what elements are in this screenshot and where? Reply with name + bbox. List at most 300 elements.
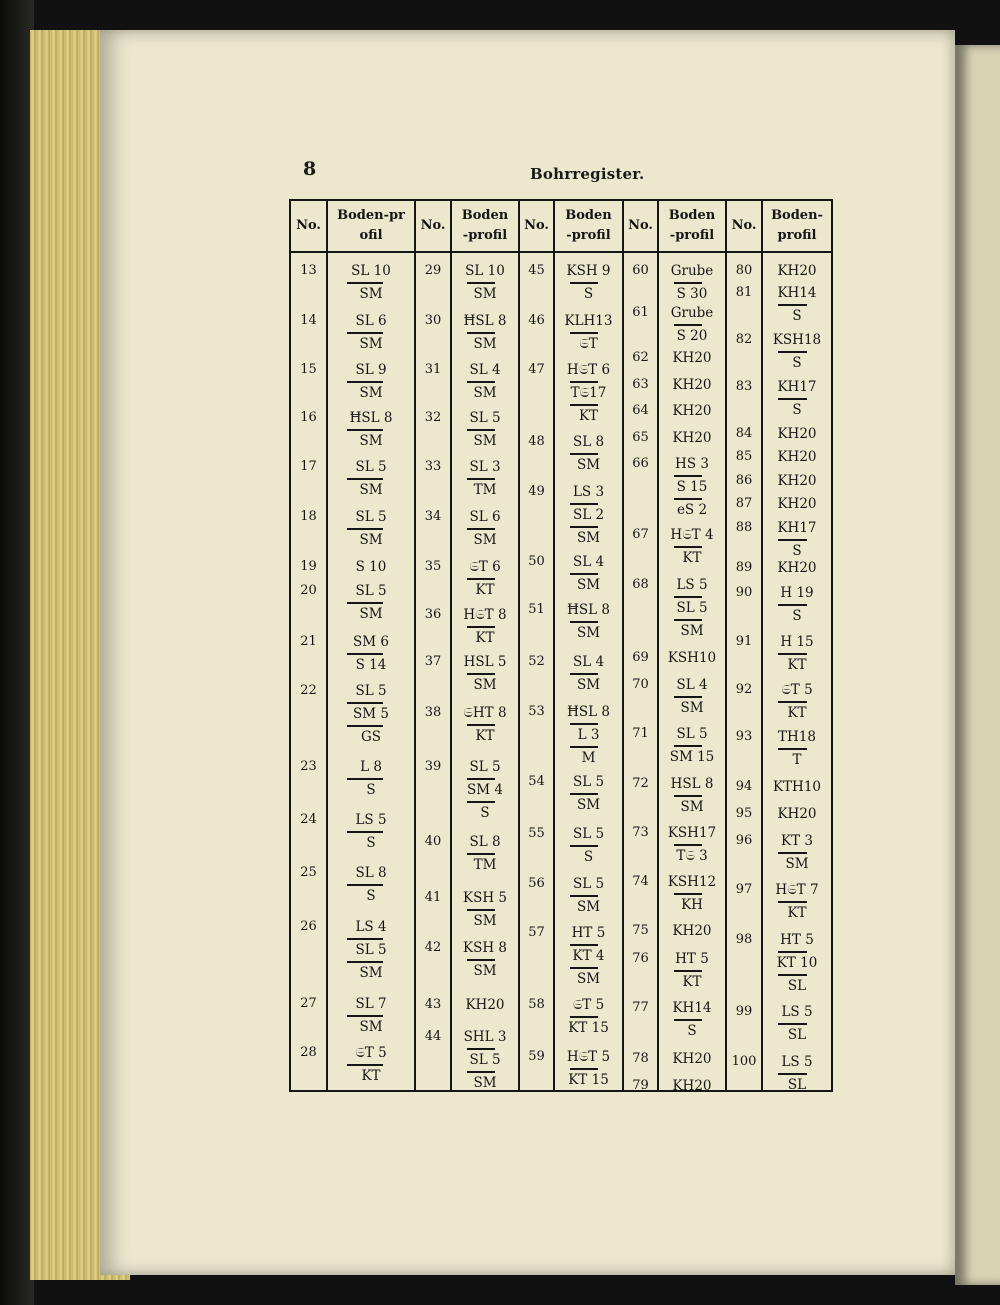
row-number: 71 [632, 726, 649, 741]
profile-layer: TM [473, 482, 497, 498]
profile-layer: SM [576, 530, 601, 546]
profile-layer: SL 9 [355, 362, 387, 378]
layer-rule [467, 1071, 495, 1073]
row-number: 40 [424, 834, 442, 849]
layer-rule [347, 282, 383, 284]
layer-rule [467, 528, 495, 530]
row-number: 81 [735, 285, 753, 300]
row-number: 91 [735, 634, 753, 649]
row-number: 25 [300, 865, 317, 880]
header-no: No. [524, 218, 549, 233]
row-number: 63 [632, 377, 649, 392]
layer-rule [674, 546, 702, 548]
layer-rule [467, 959, 495, 961]
row-number: 53 [528, 704, 545, 719]
row-number: 50 [528, 554, 545, 569]
profile-layer: KT [787, 905, 807, 921]
layer-rule [778, 304, 807, 306]
layer-rule [467, 1048, 495, 1050]
column-rule [553, 201, 555, 1090]
layer-rule [674, 970, 702, 972]
header-bodenprofil: Boden-profil [337, 208, 405, 243]
profile-layer: KH20 [777, 263, 817, 279]
profile-layer: H𝔖T 5 [566, 1049, 611, 1065]
profile-layer: SM [576, 625, 601, 641]
profile-layer: S [366, 888, 376, 904]
layer-rule [778, 901, 807, 903]
profile-layer: SM [359, 965, 383, 981]
layer-rule [570, 503, 598, 505]
row-number: 15 [300, 362, 317, 377]
row-number: 87 [735, 496, 753, 511]
layer-rule [467, 332, 495, 334]
profile-layer: S [792, 608, 802, 624]
row-number: 28 [300, 1045, 317, 1060]
column-rule [657, 201, 659, 1090]
row-number: 64 [632, 403, 649, 418]
profile-layer: KLH13 [564, 313, 613, 329]
profile-layer: SL 5 [572, 826, 605, 842]
layer-rule [778, 1073, 807, 1075]
row-number: 88 [735, 520, 753, 535]
profile-layer: SL [787, 1027, 807, 1043]
profile-layer: HT 5 [675, 951, 709, 967]
layer-rule [467, 909, 495, 911]
row-number: 60 [632, 263, 649, 278]
layer-rule [778, 852, 807, 854]
profile-layer: SM [576, 797, 601, 813]
layer-rule [778, 748, 807, 750]
layer-rule [570, 793, 598, 795]
layer-rule [778, 653, 807, 655]
profile-layer: SL 4 [469, 362, 501, 378]
layer-rule [674, 475, 702, 477]
layer-rule [347, 831, 383, 833]
profile-layer: KH20 [672, 1078, 712, 1094]
profile-layer: KT [682, 974, 702, 990]
layer-rule [674, 596, 702, 598]
layer-rule [347, 778, 383, 780]
profile-layer: T𝔖17 [570, 385, 607, 401]
profile-layer: KH20 [777, 496, 817, 512]
layer-rule [778, 539, 807, 541]
profile-layer: SL 5 [355, 583, 387, 599]
row-number: 92 [735, 682, 753, 697]
row-number: 29 [424, 263, 442, 278]
layer-rule [467, 429, 495, 431]
row-number: 46 [528, 313, 545, 328]
profile-layer: KT [787, 705, 807, 721]
layer-rule [570, 621, 598, 623]
header-bodenprofil: Boden-profil [461, 208, 509, 243]
profile-layer: SM [359, 286, 383, 302]
profile-layer: KH20 [777, 473, 817, 489]
profile-layer: SM [576, 677, 601, 693]
row-number: 19 [300, 559, 317, 574]
profile-layer: H𝔖T 8 [463, 607, 507, 623]
layer-rule [347, 429, 383, 431]
row-number: 55 [528, 826, 545, 841]
row-number: 99 [735, 1004, 753, 1019]
profile-layer: SL 10 [465, 263, 505, 279]
profile-layer: S [792, 402, 802, 418]
layer-rule [467, 724, 495, 726]
row-number: 18 [300, 509, 317, 524]
profile-layer: KSH 5 [463, 890, 507, 906]
row-number: 51 [528, 602, 545, 617]
layer-rule [347, 725, 383, 727]
profile-layer: KT [361, 1068, 381, 1084]
profile-layer: SM [473, 385, 497, 401]
profile-layer: KH20 [777, 426, 817, 442]
profile-layer: eS 2 [676, 502, 708, 518]
profile-layer: T [792, 752, 802, 768]
row-number: 85 [735, 449, 753, 464]
row-number: 90 [735, 585, 753, 600]
layer-rule [347, 653, 383, 655]
profile-layer: KH20 [672, 1051, 712, 1067]
layer-rule [467, 478, 495, 480]
header-bodenprofil: Boden-profil [668, 208, 716, 243]
profile-layer: S [583, 286, 594, 302]
profile-layer: SM [473, 336, 497, 352]
profile-layer: SL 5 [469, 410, 501, 426]
column-rule [450, 201, 452, 1090]
profile-layer: KH20 [777, 449, 817, 465]
profile-layer: KH20 [672, 350, 712, 366]
row-number: 56 [528, 876, 545, 891]
profile-layer: KSH17 [667, 825, 717, 841]
profile-layer: S 14 [355, 657, 387, 673]
profile-layer: M [581, 750, 596, 766]
header-no: No. [628, 218, 653, 233]
profile-layer: S [792, 308, 802, 324]
profile-layer: KSH18 [772, 332, 822, 348]
row-number: 44 [424, 1029, 442, 1044]
row-number: 42 [424, 940, 442, 955]
profile-layer: KT [475, 582, 495, 598]
profile-layer: LS 4 [355, 919, 387, 935]
layer-rule [570, 673, 598, 675]
profile-layer: HSL 5 [463, 654, 507, 670]
row-number: 79 [632, 1078, 649, 1093]
row-number: 82 [735, 332, 753, 347]
profile-layer: SM 15 [669, 749, 715, 765]
profile-layer: H𝔖T 6 [566, 362, 611, 378]
row-number: 70 [632, 677, 649, 692]
row-number: 89 [735, 560, 753, 575]
profile-layer: SL 5 [469, 1052, 501, 1068]
row-number: 54 [528, 774, 545, 789]
layer-rule [570, 1016, 598, 1018]
row-number: 74 [632, 874, 649, 889]
profile-layer: 𝔖T 5 [781, 682, 813, 698]
layer-rule [570, 453, 598, 455]
profile-layer: SM [576, 577, 601, 593]
row-number: 13 [300, 263, 317, 278]
profile-layer: 𝔖T 5 [355, 1045, 387, 1061]
profile-layer: SM [359, 532, 383, 548]
profile-layer: S 15 [676, 479, 708, 495]
header-no: No. [420, 218, 446, 233]
layer-rule [467, 578, 495, 580]
row-number: 36 [424, 607, 442, 622]
profile-layer: KT [787, 657, 807, 673]
layer-rule [570, 381, 598, 383]
drill-register-table [289, 199, 833, 1092]
row-number: 35 [424, 559, 442, 574]
layer-rule [347, 381, 383, 383]
profile-layer: L 3 [577, 727, 600, 743]
profile-layer: S 10 [355, 559, 387, 575]
running-head: Bohrregister. [530, 165, 645, 183]
row-number: 83 [735, 379, 753, 394]
profile-layer: SM [473, 913, 497, 929]
row-number: 75 [632, 923, 649, 938]
header-rule [291, 251, 831, 253]
column-rule [326, 201, 328, 1090]
layer-rule [570, 723, 598, 725]
layer-rule [347, 961, 383, 963]
layer-rule [570, 526, 598, 528]
layer-rule [570, 895, 598, 897]
profile-layer: SM [359, 482, 383, 498]
profile-layer: SL 5 [355, 942, 387, 958]
profile-layer: SM [359, 606, 383, 622]
profile-layer: KT [475, 728, 495, 744]
profile-layer: KH20 [672, 923, 712, 939]
profile-layer: SM [359, 433, 383, 449]
layer-rule [347, 528, 383, 530]
profile-layer: H𝔖T 4 [670, 527, 714, 543]
layer-rule [674, 893, 702, 895]
row-number: 33 [424, 459, 442, 474]
profile-layer: S [480, 805, 490, 821]
profile-layer: SM [473, 1075, 497, 1091]
row-number: 16 [300, 410, 317, 425]
layer-rule [570, 944, 598, 946]
row-number: 59 [528, 1049, 545, 1064]
layer-rule [570, 404, 598, 406]
layer-rule [570, 573, 598, 575]
row-number: 26 [300, 919, 317, 934]
layer-rule [570, 746, 598, 748]
profile-layer: KSH 9 [566, 263, 611, 279]
profile-layer: SM [473, 677, 497, 693]
profile-layer: S 20 [676, 328, 708, 344]
row-number: 14 [300, 313, 317, 328]
profile-layer: SM [785, 856, 809, 872]
layer-rule [467, 853, 495, 855]
layer-rule [570, 967, 598, 969]
profile-layer: SM [576, 971, 601, 987]
row-number: 66 [632, 456, 649, 471]
profile-layer: 𝔖T [579, 336, 598, 352]
profile-layer: S [583, 849, 594, 865]
layer-rule [347, 702, 383, 704]
profile-layer: KTH10 [772, 779, 822, 795]
row-number: 57 [528, 925, 545, 940]
profile-layer: SL 4 [572, 554, 605, 570]
row-number: 84 [735, 426, 753, 441]
row-number: 20 [300, 583, 317, 598]
layer-rule [347, 332, 383, 334]
profile-layer: SL 4 [572, 654, 605, 670]
layer-rule [467, 381, 495, 383]
profile-layer: LS 3 [572, 484, 605, 500]
profile-layer: SM [473, 433, 497, 449]
profile-layer: SL 5 [676, 600, 708, 616]
row-number: 76 [632, 951, 649, 966]
row-number: 37 [424, 654, 442, 669]
profile-layer: KH17 [777, 520, 817, 536]
row-number: 98 [735, 932, 753, 947]
profile-layer: SM 6 [353, 634, 389, 650]
layer-rule [674, 498, 702, 500]
header-no: No. [731, 218, 757, 233]
layer-rule [467, 673, 495, 675]
layer-rule [570, 845, 598, 847]
profile-layer: SM [680, 700, 704, 716]
profile-layer: ĦSL 8 [567, 602, 610, 618]
profile-layer: HS 3 [675, 456, 709, 472]
layer-rule [674, 282, 702, 284]
profile-layer: SL 5 [355, 509, 387, 525]
profile-layer: KH14 [777, 285, 817, 301]
profile-layer: ĦSL 8 [349, 410, 393, 426]
page-number: 8 [303, 158, 317, 180]
row-number: 21 [300, 634, 317, 649]
layer-rule [674, 696, 702, 698]
layer-rule [347, 884, 383, 886]
profile-layer: HT 5 [780, 932, 814, 948]
profile-layer: LS 5 [781, 1004, 813, 1020]
profile-layer: KT 10 [776, 955, 818, 971]
row-number: 48 [528, 434, 545, 449]
profile-layer: KH20 [777, 806, 817, 822]
profile-layer: T𝔖 3 [676, 848, 708, 864]
row-number: 32 [424, 410, 442, 425]
layer-rule [347, 478, 383, 480]
layer-rule [778, 951, 807, 953]
profile-layer: SL 10 [351, 263, 391, 279]
profile-layer: SL 8 [355, 865, 387, 881]
profile-layer: KT 3 [781, 833, 813, 849]
profile-layer: SM [359, 1019, 383, 1035]
profile-layer: KT 15 [568, 1072, 609, 1088]
profile-layer: SM [473, 286, 497, 302]
profile-layer: KSH10 [667, 650, 717, 666]
row-number: 27 [300, 996, 317, 1011]
row-number: 39 [424, 759, 442, 774]
layer-rule [467, 282, 495, 284]
row-number: 94 [735, 779, 753, 794]
profile-layer: SM [576, 457, 601, 473]
profile-layer: 𝔖T 6 [469, 559, 501, 575]
layer-rule [674, 795, 702, 797]
layer-rule [467, 626, 495, 628]
profile-layer: Grube [670, 263, 714, 279]
profile-layer: SL 8 [469, 834, 501, 850]
profile-layer: S 30 [676, 286, 708, 302]
profile-layer: SM [680, 799, 704, 815]
layer-rule [347, 1015, 383, 1017]
column-rule [518, 201, 520, 1090]
row-number: 49 [528, 484, 545, 499]
row-number: 30 [424, 313, 442, 328]
profile-layer: SM [680, 623, 704, 639]
profile-layer: SL 7 [355, 996, 387, 1012]
layer-rule [778, 398, 807, 400]
profile-layer: KT 15 [568, 1020, 609, 1036]
row-number: 72 [632, 776, 649, 791]
profile-layer: SL 5 [355, 459, 387, 475]
layer-rule [674, 1019, 702, 1021]
row-number: 24 [300, 812, 317, 827]
profile-layer: SL 5 [469, 759, 501, 775]
profile-layer: SL 5 [572, 774, 605, 790]
profile-layer: KT [475, 630, 495, 646]
profile-layer: KH17 [777, 379, 817, 395]
profile-layer: S [366, 782, 376, 798]
row-number: 22 [300, 683, 317, 698]
header-bodenprofil: Boden-profil [771, 208, 823, 243]
profile-layer: SL 4 [676, 677, 708, 693]
profile-layer: H 19 [780, 585, 814, 601]
profile-layer: SL 5 [355, 683, 387, 699]
row-number: 97 [735, 882, 753, 897]
profile-layer: H 15 [780, 634, 814, 650]
row-number: 43 [424, 997, 442, 1012]
profile-layer: KH20 [777, 560, 817, 576]
row-number: 93 [735, 729, 753, 744]
profile-layer: KH20 [672, 403, 712, 419]
layer-rule [570, 332, 598, 334]
profile-layer: HSL 8 [670, 776, 714, 792]
adjacent-page [955, 45, 1000, 1285]
profile-layer: TM [473, 857, 497, 873]
profile-layer: SM 5 [353, 706, 389, 722]
layer-rule [778, 701, 807, 703]
profile-layer: L 8 [360, 759, 382, 775]
header-no: No. [296, 218, 321, 233]
profile-layer: S [366, 835, 376, 851]
profile-layer: SL 5 [572, 876, 605, 892]
profile-layer: SM [576, 899, 601, 915]
row-number: 67 [632, 527, 649, 542]
row-number: 73 [632, 825, 649, 840]
layer-rule [347, 938, 383, 940]
profile-layer: SL 3 [469, 459, 501, 475]
profile-layer: SM 4 [467, 782, 503, 798]
row-number: 23 [300, 759, 317, 774]
profile-layer: KT 4 [572, 948, 605, 964]
profile-layer: LS 5 [781, 1054, 813, 1070]
layer-rule [347, 602, 383, 604]
layer-rule [674, 619, 702, 621]
profile-layer: SM [359, 385, 383, 401]
row-number: 41 [424, 890, 442, 905]
profile-layer: HT 5 [571, 925, 606, 941]
row-number: 95 [735, 806, 753, 821]
profile-layer: KH20 [672, 430, 712, 446]
profile-layer: SL [787, 1077, 807, 1093]
profile-layer: SM [473, 963, 497, 979]
row-number: 65 [632, 430, 649, 445]
profile-layer: LS 5 [676, 577, 708, 593]
profile-layer: SM [473, 532, 497, 548]
header-bodenprofil: Boden-profil [565, 208, 612, 243]
